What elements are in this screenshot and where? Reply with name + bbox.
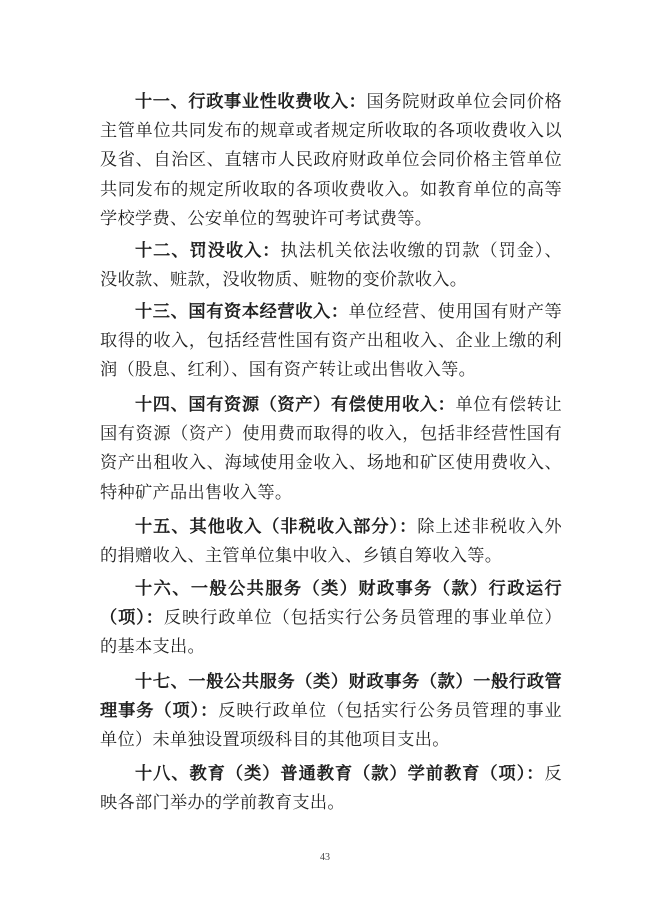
paragraph-item-17 [100,668,562,756]
paragraph-item-13 [100,298,562,386]
paragraph-term: 十二、罚没收入： [135,241,281,261]
paragraph-term: 十四、国有资源（资产）有偿使用收入： [135,395,456,415]
paragraph-item-18 [100,760,562,818]
paragraph-body: 国务院财政单位会同价格主管单位共同发布的规章或者规定所收取的各项收费收入以及省、自治区、直辖市人民政府财政单位会同价格主管单位共同发布的规定所收取的各项收费收入。如教育单位的高等学校学费、公安单位的驾驶许可考试费等。 [100,92,562,229]
paragraph-body: 反映行政单位（包括实行公务员管理的事业单位）未单独设置项级科目的其他项目支出。 [100,701,562,751]
paragraph-item-15 [100,513,562,571]
paragraph-body: 反映行政单位（包括实行公务员管理的事业单位）的基本支出。 [100,608,562,658]
paragraph-term: 十五、其他收入（非税收入部分）： [135,517,418,537]
paragraph-term: 十八、教育（类）普通教育（款）学前教育（项）： [135,764,545,784]
paragraph-item-14 [100,391,562,508]
paragraph-term: 十七、一般公共服务（类）财政事务（款）一般行政管理事务（项）： [100,672,562,722]
paragraph-item-16 [100,575,562,663]
paragraph-body: 除上述非税收入外的捐赠收入、主管单位集中收入、乡镇自筹收入等。 [100,517,563,567]
paragraph-term: 十一、行政事业性收费收入： [135,92,367,112]
paragraph-term: 十六、一般公共服务（类）财政事务（款）行政运行（项）： [100,579,562,629]
page-number: 43 [320,852,330,863]
paragraph-item-11 [100,88,562,234]
paragraph-body: 单位有偿转让国有资源（资产）使用费而取得的收入，包括非经营性国有资产出租收入、海域使用金收入、场地和矿区使用费收入、特种矿产品出售收入等。 [100,395,562,503]
paragraph-item-12 [100,237,562,295]
paragraph-body: 执法机关依法收缴的罚款（罚金）、没收款、赃款，没收物质、赃物的变价款收入。 [100,241,563,291]
paragraph-body: 反映各部门举办的学前教育支出。 [100,764,562,814]
paragraph-term: 十三、国有资本经营收入： [135,302,349,322]
paragraph-body: 单位经营、使用国有财产等取得的收入，包括经营性国有资产出租收入、企业上缴的利润（股息、红利）、国有资产转让或出售收入等。 [100,302,562,381]
